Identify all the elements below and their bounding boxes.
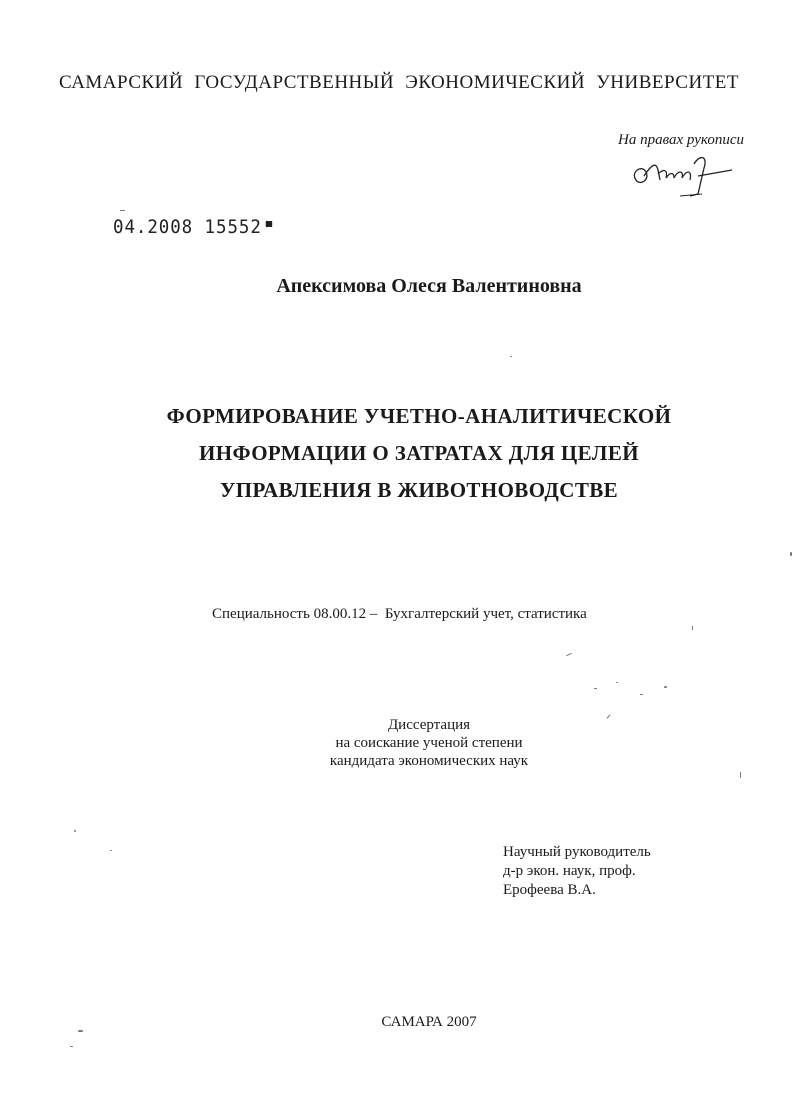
scan-speck [70,1046,73,1047]
scan-speck [74,830,76,832]
specialty-line: Специальность 08.00.12 – Бухгалтерский учет, статистика [212,606,587,622]
city-year: САМАРА 2007 [381,1014,477,1030]
degree-line: на соискание ученой степени [335,735,523,751]
scan-speck [110,850,112,851]
scan-speck [510,356,512,357]
title-line: УПРАВЛЕНИЯ В ЖИВОТНОВОДСТВЕ [219,478,619,502]
manuscript-note: На правах рукописи [618,132,744,148]
supervisor-line: Ерофеева В.А. [503,882,596,898]
author-name: Апексимова Олеся Валентиновна [276,275,582,297]
scan-speck [692,626,693,630]
title-line: ИНФОРМАЦИИ О ЗАТРАТАХ ДЛЯ ЦЕЛЕЙ [199,441,639,465]
university-name: САМАРСКИЙ ГОСУДАРСТВЕННЫЙ ЭКОНОМИЧЕСКИЙ УНИВЕРСИТЕТ [58,72,740,93]
scan-speck [664,686,667,688]
scan-speck [566,653,572,656]
dissertation-title [0,398,798,509]
scan-speck [740,772,741,778]
registration-stamp [113,216,272,238]
stamp-code: 04.2008 15552 [113,216,262,238]
scan-speck [790,552,792,556]
supervisor-block [503,843,651,900]
scan-speck [616,682,618,683]
supervisor-line: Научный руководитель [503,844,651,860]
title-line: ФОРМИРОВАНИЕ УЧЕТНО-АНАЛИТИЧЕСКОЙ [166,404,672,428]
author-signature [628,150,738,210]
stamp-mark [265,221,271,227]
degree-line: Диссертация [387,717,471,733]
scan-speck [78,1030,83,1032]
scan-speck [120,210,125,211]
scan-speck [594,688,597,689]
degree-statement [0,716,798,770]
scan-speck [640,694,643,695]
degree-line: кандидата экономических наук [329,753,529,769]
supervisor-line: д-р экон. наук, проф. [503,863,636,879]
